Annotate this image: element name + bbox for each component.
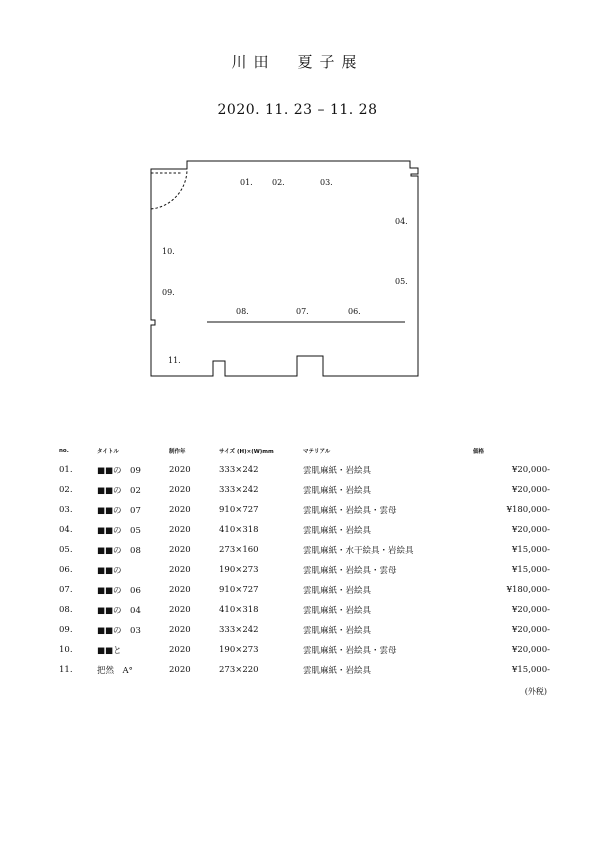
plan-label-04: 04.	[395, 217, 408, 226]
cell-year: 2020	[169, 605, 191, 615]
cell-title: ■■の 03	[97, 626, 141, 636]
cell-price: ¥180,000-	[506, 585, 550, 595]
header-material: マテリアル	[303, 449, 331, 455]
cell-title: ■■と	[97, 646, 122, 656]
cell-title: ■■の 02	[97, 486, 141, 496]
cell-title: ■■の 06	[97, 586, 141, 596]
cell-material: 雲肌麻紙・岩絵具	[303, 486, 372, 496]
cell-material: 雲肌麻紙・岩絵具・雲母	[303, 566, 397, 576]
cell-price: ¥15,000-	[511, 545, 550, 555]
table-row	[54, 520, 550, 540]
table-row	[54, 460, 550, 480]
tax-note: (外税)	[524, 687, 547, 696]
header-size: サイズ (H)×(W)mm	[219, 449, 274, 455]
cell-no: 01.	[59, 465, 73, 475]
cell-no: 04.	[59, 525, 73, 535]
header-price: 価格	[473, 449, 485, 455]
cell-size: 333×242	[219, 485, 259, 495]
cell-size: 410×318	[219, 605, 259, 615]
cell-price: ¥180,000-	[506, 505, 550, 515]
cell-title: ■■の 07	[97, 506, 141, 516]
cell-title: ■■の 05	[97, 526, 141, 536]
cell-no: 09.	[59, 625, 73, 635]
cell-material: 雲肌麻紙・岩絵具・雲母	[303, 506, 397, 516]
door-swing	[151, 169, 187, 209]
cell-year: 2020	[169, 665, 191, 675]
table-row	[54, 480, 550, 500]
cell-no: 08.	[59, 605, 73, 615]
cell-no: 03.	[59, 505, 73, 515]
exhibition-dates: 2020. 11. 23 – 11. 28	[217, 102, 378, 118]
table-row	[54, 600, 550, 620]
cell-no: 07.	[59, 585, 73, 595]
cell-year: 2020	[169, 465, 191, 475]
cell-year: 2020	[169, 525, 191, 535]
table-row	[54, 540, 550, 560]
plan-label-02: 02.	[272, 178, 285, 187]
cell-price: ¥15,000-	[511, 565, 550, 575]
floor-plan-walls	[151, 161, 418, 376]
cell-price: ¥20,000-	[511, 645, 550, 655]
cell-price: ¥20,000-	[511, 605, 550, 615]
cell-size: 190×273	[219, 565, 259, 575]
header-year: 制作年	[169, 449, 186, 455]
cell-price: ¥20,000-	[511, 525, 550, 535]
plan-label-06: 06.	[348, 307, 361, 316]
cell-no: 11.	[59, 665, 73, 675]
cell-price: ¥20,000-	[511, 485, 550, 495]
table-row	[54, 660, 550, 680]
plan-label-11: 11.	[168, 356, 181, 365]
cell-size: 273×220	[219, 665, 259, 675]
cell-material: 雲肌麻紙・水干絵具・岩絵具	[303, 546, 414, 556]
cell-year: 2020	[169, 645, 191, 655]
exhibition-title: 川田 夏子展	[231, 53, 364, 71]
cell-price: ¥15,000-	[511, 665, 550, 675]
cell-year: 2020	[169, 485, 191, 495]
cell-material: 雲肌麻紙・岩絵具	[303, 666, 372, 676]
plan-label-03: 03.	[320, 178, 333, 187]
cell-material: 雲肌麻紙・岩絵具	[303, 466, 372, 476]
cell-price: ¥20,000-	[511, 625, 550, 635]
plan-label-01: 01.	[240, 178, 253, 187]
cell-year: 2020	[169, 625, 191, 635]
cell-material: 雲肌麻紙・岩絵具・雲母	[303, 646, 397, 656]
cell-size: 333×242	[219, 465, 259, 475]
cell-year: 2020	[169, 505, 191, 515]
floor-plan-labels	[162, 178, 408, 365]
works-table-body	[54, 460, 550, 680]
cell-size: 910×727	[219, 505, 259, 515]
table-row	[54, 500, 550, 520]
cell-material: 雲肌麻紙・岩絵具	[303, 586, 372, 596]
cell-size: 333×242	[219, 625, 259, 635]
table-header-row	[54, 442, 550, 460]
cell-size: 273×160	[219, 545, 259, 555]
cell-year: 2020	[169, 585, 191, 595]
cell-title: ■■の 04	[97, 606, 141, 616]
cell-material: 雲肌麻紙・岩絵具	[303, 526, 372, 536]
plan-label-08: 08.	[236, 307, 249, 316]
header-no: no.	[59, 448, 69, 454]
cell-title: ■■の 08	[97, 546, 141, 556]
cell-no: 06.	[59, 565, 73, 575]
cell-year: 2020	[169, 545, 191, 555]
table-row	[54, 560, 550, 580]
gallery-floor-plan	[140, 150, 440, 390]
cell-material: 雲肌麻紙・岩絵具	[303, 606, 372, 616]
plan-label-10: 10.	[162, 247, 175, 256]
cell-no: 10.	[59, 645, 73, 655]
cell-size: 410×318	[219, 525, 259, 535]
plan-label-09: 09.	[162, 288, 175, 297]
cell-material: 雲肌麻紙・岩絵具	[303, 626, 372, 636]
table-row	[54, 620, 550, 640]
cell-no: 05.	[59, 545, 73, 555]
plan-label-07: 07.	[296, 307, 309, 316]
cell-price: ¥20,000-	[511, 465, 550, 475]
header-title: タイトル	[97, 449, 119, 455]
cell-title: ■■の 09	[97, 466, 141, 476]
floor-plan-outline	[151, 161, 418, 376]
cell-title: ■■の	[97, 566, 122, 576]
plan-label-05: 05.	[395, 277, 408, 286]
works-price-list	[54, 442, 550, 680]
cell-no: 02.	[59, 485, 73, 495]
table-row	[54, 640, 550, 660]
table-row	[54, 580, 550, 600]
cell-title: 把然 A°	[97, 666, 133, 676]
cell-size: 910×727	[219, 585, 259, 595]
cell-size: 190×273	[219, 645, 259, 655]
cell-year: 2020	[169, 565, 191, 575]
